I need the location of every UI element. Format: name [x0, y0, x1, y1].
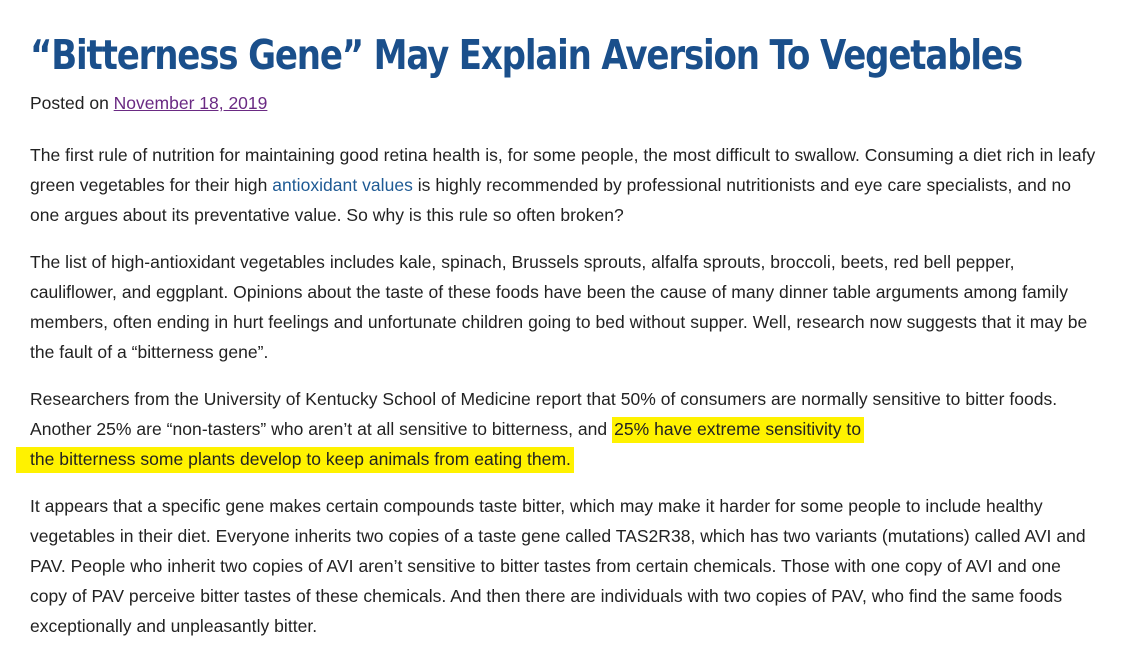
- post-meta: [30, 92, 1100, 114]
- posted-on-label: Posted on: [30, 93, 114, 113]
- article-title: “Bitterness Gene” May Explain Aversion To Vegetables: [30, 31, 1022, 79]
- paragraph-4: It appears that a specific gene makes certain compounds taste bitter, which may make it harder for some people to include healthy vegetables in their diet. Everyone inherits two copies of a taste gene called TAS2R38, which has two variants (mutations) called AVI and PAV. People who inherit two copies of AVI aren’t sensitive to bitter tastes from certain chemicals. Those with one copy of AVI and one copy of PAV perceive bitter tastes of these chemicals. And then there are individuals with two copies of PAV, who find the same foods exceptionally and unpleasantly bitter.: [30, 496, 1086, 636]
- paragraph-2: The list of high-antioxidant vegetables includes kale, spinach, Brussels sprouts, alfalfa sprouts, broccoli, beets, red bell pepper, cauliflower, and eggplant. Opinions about the taste of these foods have been the cause of many dinner table arguments among family members, often ending in hurt feelings and unfortunate children going to bed without supper. Well, research now suggests that it may be the fault of a “bitterness gene”.: [30, 252, 1088, 362]
- paragraph-1: [30, 140, 1100, 230]
- antioxidant-values-link[interactable]: antioxidant values: [272, 175, 413, 195]
- paragraph-3-text: Researchers from the University of Kentucky School of Medicine report that 50% of consumers are normally sensitive to bitter foods. Another 25% are “non-tasters” who aren’t at all sensitive to bitterness, and: [30, 389, 1058, 439]
- highlighted-text-1: 25% have extreme sensitivity to: [612, 417, 864, 443]
- article-body: [30, 140, 1100, 641]
- article: [30, 0, 1100, 641]
- highlighted-text-2: the bitterness some plants develop to keep animals from eating them.: [16, 447, 574, 473]
- paragraph-1-text-a: The first rule of nutrition for maintaining good retina health is, for some people, the most difficult to swallow. Consuming a diet rich in leafy green vegetables for their high: [30, 145, 1096, 195]
- post-date-link[interactable]: November 18, 2019: [113, 93, 268, 113]
- paragraph-1-text-b: is highly recommended by professional nutritionists and eye care specialists, and no one argues about its preventative value. So why is this rule so often broken?: [30, 175, 1072, 225]
- paragraph-3: [30, 384, 1100, 474]
